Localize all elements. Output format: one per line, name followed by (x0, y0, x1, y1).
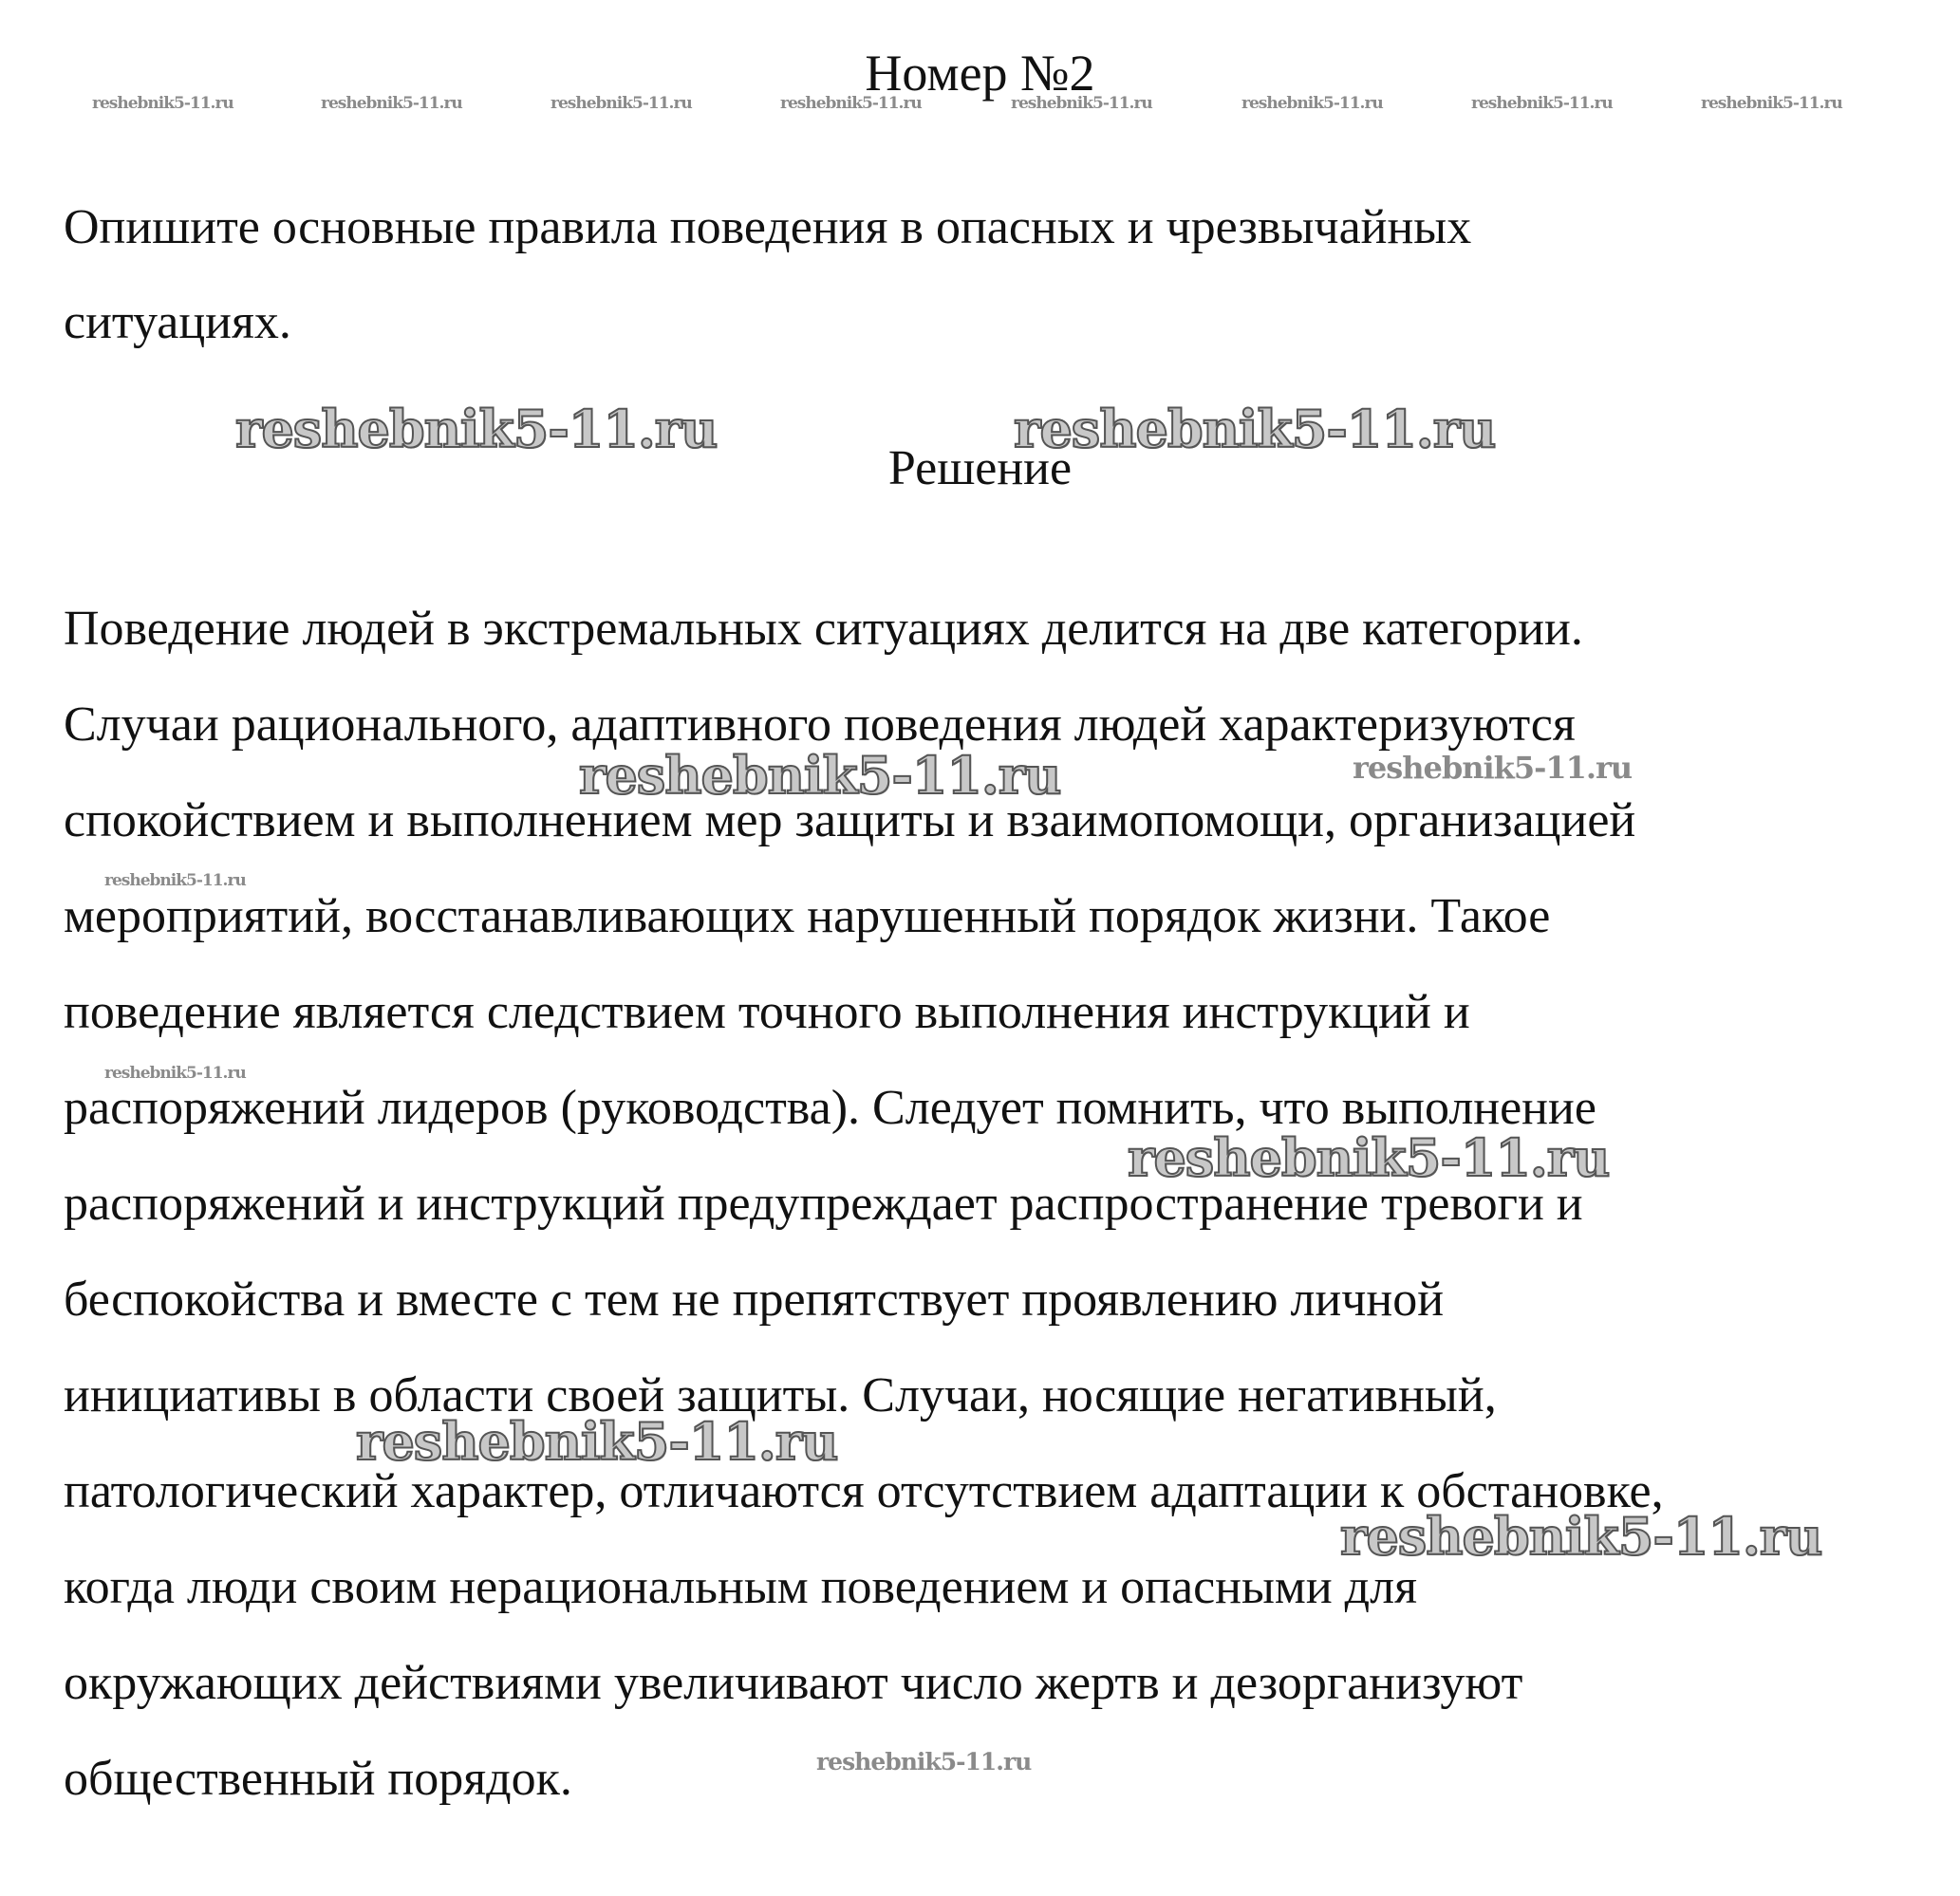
question-line: Опишите основные правила поведения в опасных и чрезвычайных (64, 200, 1472, 254)
answer-line: Случаи рационального, адаптивного поведения людей характеризуются (64, 697, 1576, 752)
answer-line: общественный порядок. (64, 1752, 572, 1806)
solution-heading: Решение (887, 441, 1073, 495)
answer-line: спокойствием и выполнением мер защиты и взаимопомощи, организацией (64, 793, 1636, 847)
watermark: reshebnik5-11.ru (235, 399, 718, 459)
watermark: reshebnik5-11.ru (1011, 94, 1152, 113)
watermark: reshebnik5-11.ru (1701, 94, 1842, 113)
watermark: reshebnik5-11.ru (780, 94, 922, 113)
watermark: reshebnik5-11.ru (1128, 1127, 1610, 1188)
watermark: reshebnik5-11.ru (551, 94, 692, 113)
watermark: reshebnik5-11.ru (1353, 750, 1633, 786)
answer-line: распоряжений лидеров (руководства). Следует помнить, что выполнение (64, 1081, 1596, 1135)
watermark: reshebnik5-11.ru (321, 94, 462, 113)
watermark: reshebnik5-11.ru (92, 94, 233, 113)
answer-line: когда люди своим нерациональным поведением и опасными для (64, 1560, 1417, 1614)
watermark: reshebnik5-11.ru (104, 871, 246, 890)
answer-line: мероприятий, восстанавливающих нарушенный порядок жизни. Такое (64, 889, 1551, 943)
watermark: reshebnik5-11.ru (1340, 1506, 1822, 1567)
answer-line: патологический характер, отличаются отсутствием адаптации к обстановке, (64, 1464, 1664, 1518)
watermark: reshebnik5-11.ru (1014, 399, 1496, 459)
watermark: reshebnik5-11.ru (356, 1411, 838, 1472)
watermark: reshebnik5-11.ru (1241, 94, 1383, 113)
watermark: reshebnik5-11.ru (579, 745, 1061, 806)
question-line: ситуациях. (64, 295, 291, 349)
answer-line: инициативы в области своей защиты. Случаи, носящие негативный, (64, 1368, 1497, 1422)
watermark: reshebnik5-11.ru (816, 1748, 1032, 1775)
watermark: reshebnik5-11.ru (104, 1064, 246, 1083)
answer-line: поведение является следствием точного выполнения инструкций и (64, 985, 1470, 1039)
answer-line: Поведение людей в экстремальных ситуациях делится на две категории. (64, 602, 1583, 656)
page-title: Номер №2 (865, 45, 1095, 102)
question-text (64, 180, 1924, 370)
watermark: reshebnik5-11.ru (1471, 94, 1613, 113)
answer-line: распоряжений и инструкций предупреждает распространение тревоги и (64, 1177, 1583, 1231)
answer-line: окружающих действиями увеличивают число жертв и дезорганизуют (64, 1656, 1523, 1710)
answer-line: беспокойства и вместе с тем не препятствует проявлению личной (64, 1273, 1445, 1327)
